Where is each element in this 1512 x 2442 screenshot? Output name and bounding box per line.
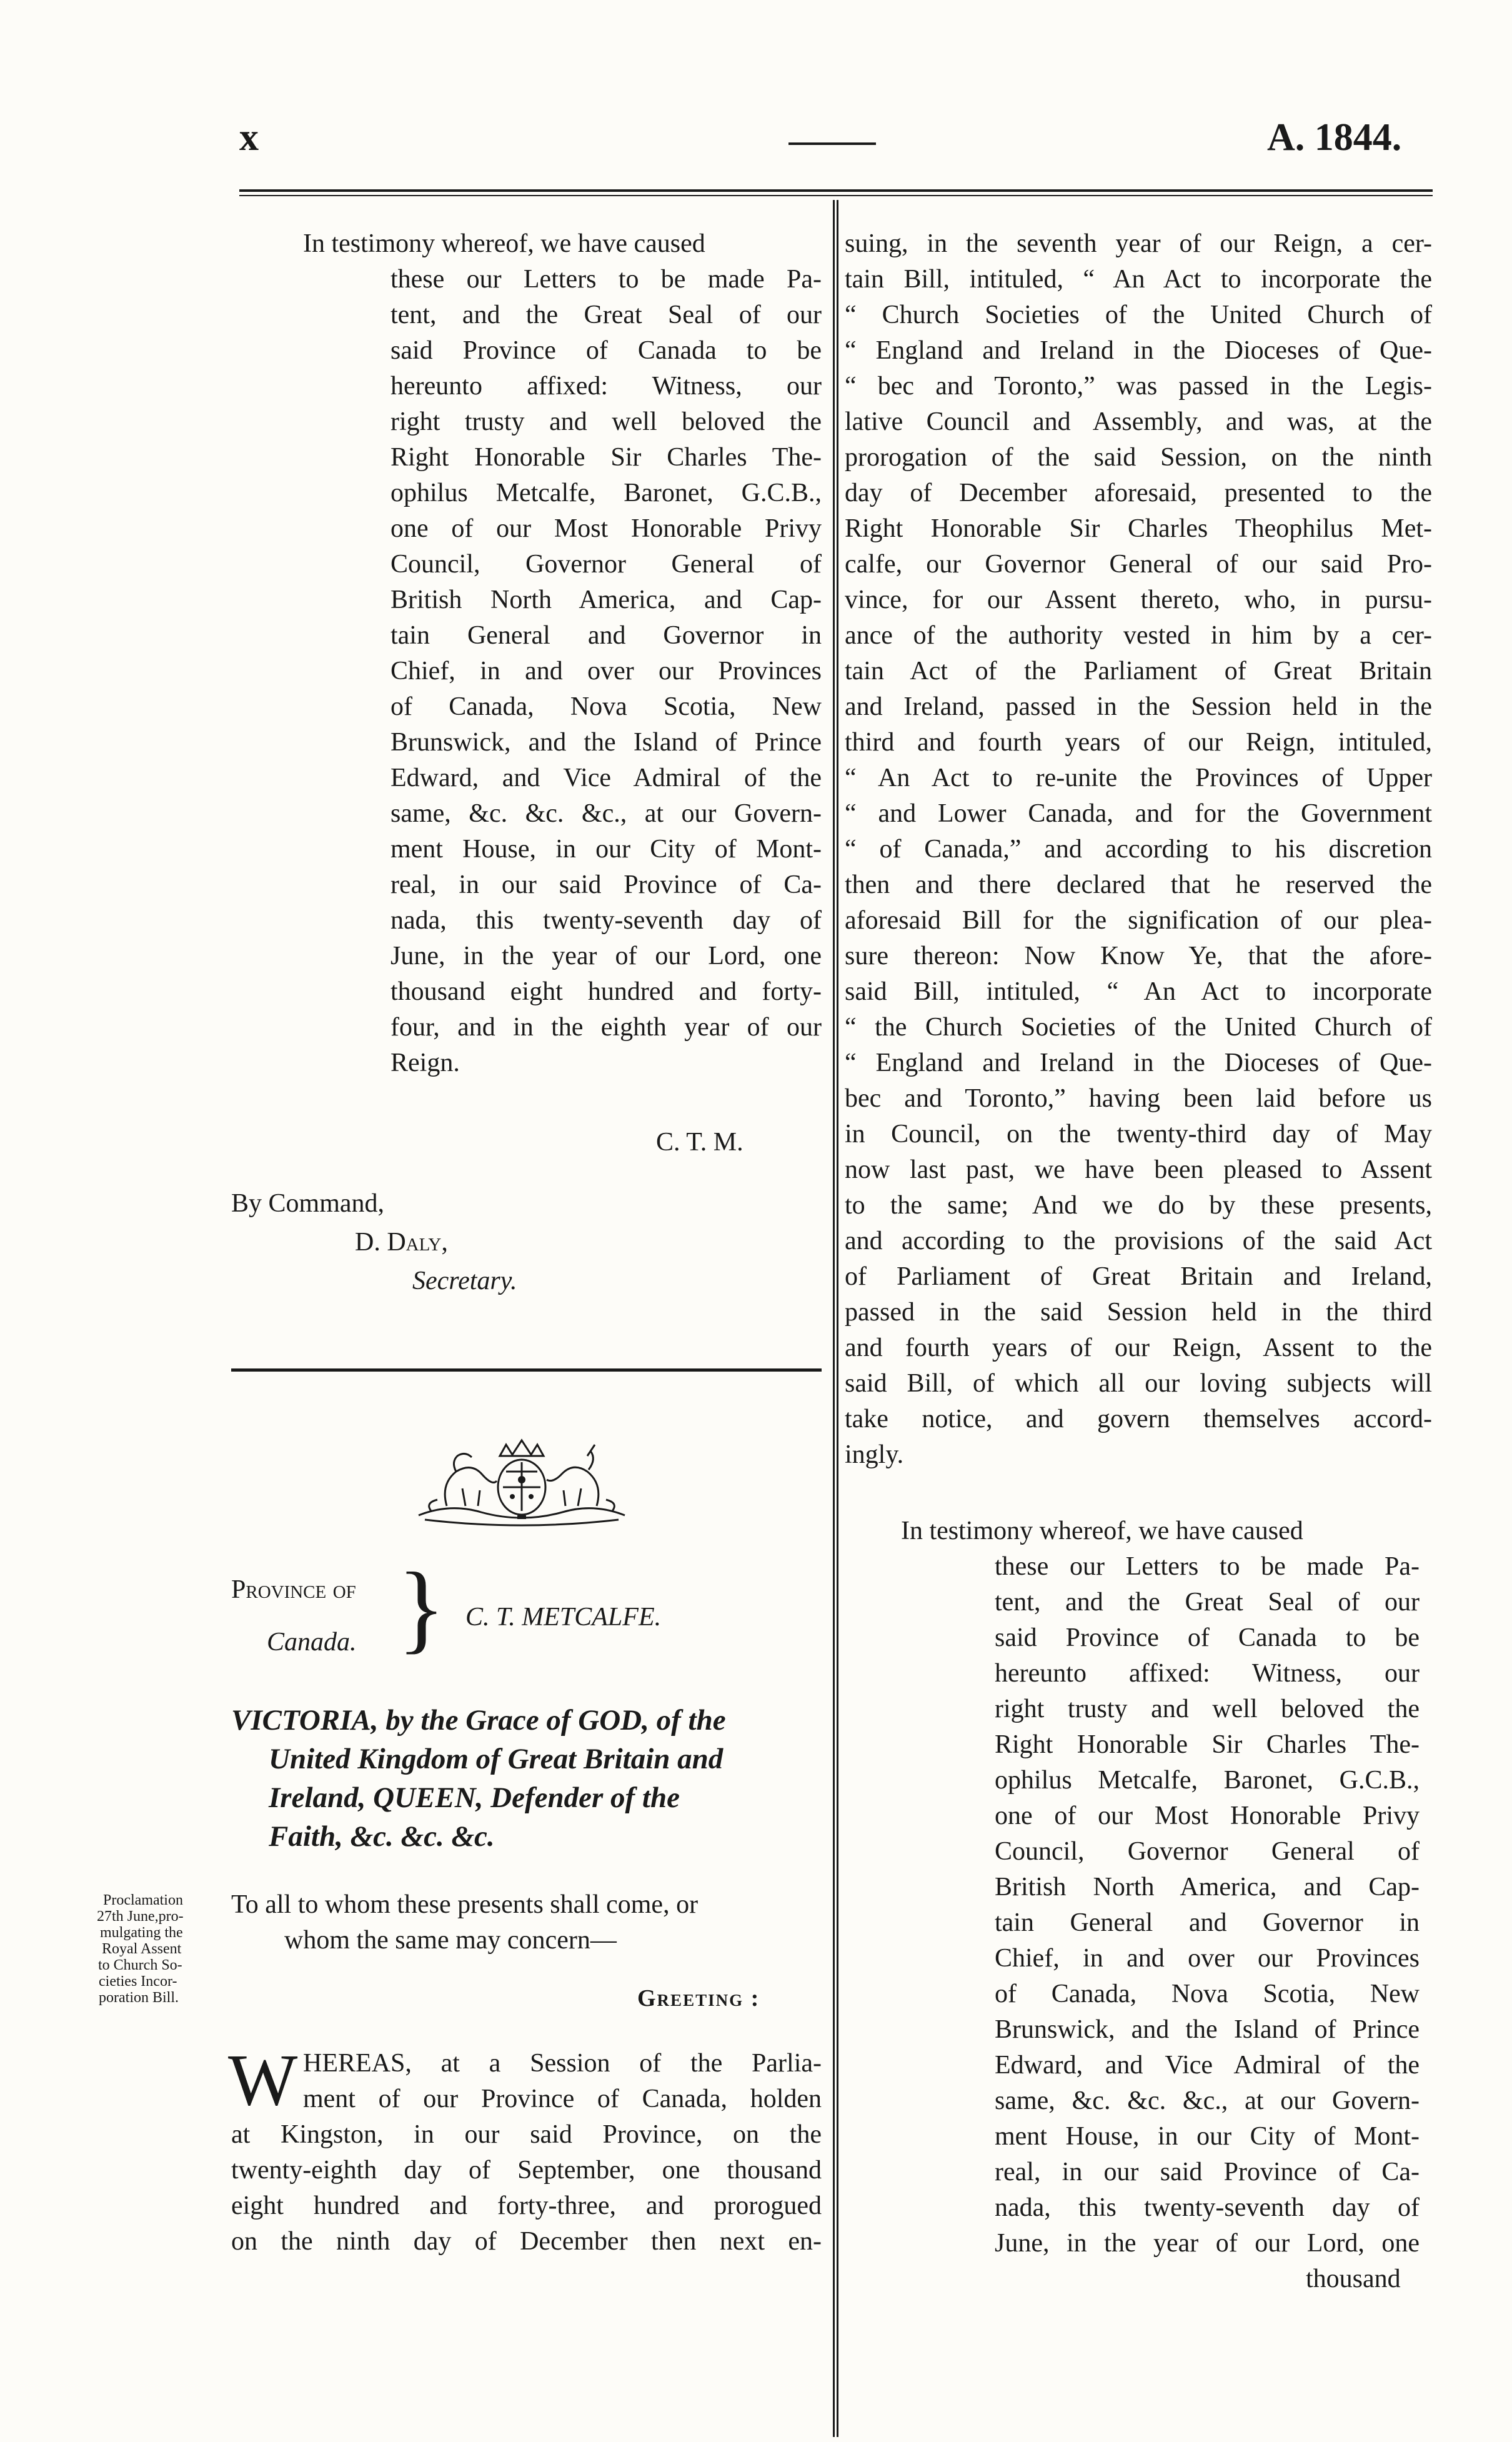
left-testimony-line: real, in our said Province of Ca-	[390, 870, 822, 899]
right-body-line: bec and Toronto,” having been laid before us	[845, 1084, 1432, 1113]
left-testimony-line: these our Letters to be made Pa-	[390, 265, 822, 294]
right-body-line: “ and Lower Canada, and for the Government	[845, 799, 1432, 828]
right-body-line: day of December aforesaid, presented to the	[845, 479, 1432, 507]
royal-style-line: VICTORIA, by the Grace of GOD, of the	[231, 1704, 726, 1737]
right-body-line: and according to the provisions of the said Act	[845, 1227, 1432, 1255]
whereas-line: on the ninth day of December then next en-	[231, 2227, 822, 2256]
margin-note-line: cieties Incor-	[99, 1973, 177, 1990]
left-testimony-line: hereunto affixed: Witness, our	[390, 372, 822, 401]
right-body-line: and Ireland, passed in the Session held in the	[845, 692, 1432, 721]
address-line: To all to whom these presents shall come, or	[231, 1890, 699, 1919]
right-body-line: ance of the authority vested in him by a cer-	[845, 621, 1432, 650]
right-body-line: suing, in the seventh year of our Reign, a cer-	[845, 229, 1432, 258]
right-body-line: “ An Act to re-unite the Provinces of Upper	[845, 764, 1432, 792]
left-testimony-line: June, in the year of our Lord, one	[390, 942, 822, 970]
signatory-name: D. Daly,	[355, 1228, 448, 1257]
margin-note-line: Royal Assent	[102, 1941, 182, 1957]
left-testimony-line: British North America, and Cap-	[390, 586, 822, 614]
right-testimony-line: British North America, and Cap-	[995, 1873, 1420, 1901]
right-body-line: said Bill, of which all our loving subjects will	[845, 1369, 1432, 1398]
header-rule-top	[239, 189, 1433, 192]
left-testimony-line: Chief, in and over our Provinces	[390, 657, 822, 685]
right-testimony-line: thousand	[1306, 2265, 1401, 2293]
right-body-line: passed in the said Session held in the third	[845, 1298, 1432, 1327]
margin-note-line: mulgating the	[100, 1925, 183, 1941]
left-testimony-line: Reign.	[390, 1049, 460, 1077]
greeting: Greeting :	[637, 1985, 760, 2011]
right-body-line: calfe, our Governor General of our said Pro-	[845, 550, 1432, 579]
right-testimony-line: Council, Governor General of	[995, 1837, 1420, 1866]
page-year: A. 1844.	[1267, 116, 1402, 159]
right-testimony-line: hereunto affixed: Witness, our	[995, 1659, 1420, 1688]
right-testimony-line: Chief, in and over our Provinces	[995, 1944, 1420, 1973]
right-body-line: “ the Church Societies of the United Church of	[845, 1013, 1432, 1042]
whereas-line: HEREAS, at a Session of the Parlia-	[303, 2049, 822, 2078]
royal-style-line: Faith, &c. &c. &c.	[269, 1820, 495, 1853]
left-testimony-line: ment House, in our City of Mont-	[390, 835, 822, 864]
right-body-line: aforesaid Bill for the signification of our plea-	[845, 906, 1432, 935]
left-testimony-line: thousand eight hundred and forty-	[390, 977, 822, 1006]
page-number: x	[239, 116, 259, 159]
left-testimony-line: tain General and Governor in	[390, 621, 822, 650]
right-body-line: “ England and Ireland in the Dioceses of Que-	[845, 336, 1432, 365]
left-testimony-line: Right Honorable Sir Charles The-	[390, 443, 822, 472]
right-testimony-line: Edward, and Vice Admiral of the	[995, 2051, 1420, 2080]
right-body-line: take notice, and govern themselves accord-	[845, 1405, 1432, 1433]
right-testimony-line: tain General and Governor in	[995, 1908, 1420, 1937]
left-testimony-line: one of our Most Honorable Privy	[390, 514, 822, 543]
right-body-line: now last past, we have been pleased to Assent	[845, 1155, 1432, 1184]
right-body-line: to the same; And we do by these presents,	[845, 1191, 1432, 1220]
left-testimony-line: Brunswick, and the Island of Prince	[390, 728, 822, 757]
right-testimony-line: real, in our said Province of Ca-	[995, 2158, 1420, 2186]
right-body-line: Right Honorable Sir Charles Theophilus Met-	[845, 514, 1432, 543]
left-testimony-line: In testimony whereof, we have caused	[303, 229, 705, 258]
right-testimony-line: said Province of Canada to be	[995, 1623, 1420, 1652]
column-separator	[833, 200, 838, 2437]
province-of: Province of	[231, 1575, 356, 1604]
right-body-line: “ England and Ireland in the Dioceses of Que-	[845, 1049, 1432, 1077]
brace-icon: }	[397, 1552, 445, 1663]
whereas-line: ment of our Province of Canada, holden	[303, 2085, 822, 2113]
left-testimony-line: right trusty and well beloved the	[390, 407, 822, 436]
right-body-line: in Council, on the twenty-third day of May	[845, 1120, 1432, 1149]
right-body-line: tain Act of the Parliament of Great Britain	[845, 657, 1432, 685]
whereas-line: at Kingston, in our said Province, on the	[231, 2120, 822, 2149]
left-testimony-line: of Canada, Nova Scotia, New	[390, 692, 822, 721]
right-body-line: then and there declared that he reserved the	[845, 870, 1432, 899]
header-dash	[788, 142, 876, 145]
right-body-line: lative Council and Assembly, and was, at the	[845, 407, 1432, 436]
whereas-line: eight hundred and forty-three, and prorogued	[231, 2191, 822, 2220]
right-body-line: said Bill, intituled, “ An Act to incorporate	[845, 977, 1432, 1006]
by-command: By Command,	[231, 1189, 385, 1218]
signatory-title: Secretary.	[412, 1267, 517, 1295]
address-line: whom the same may concern—	[284, 1926, 617, 1955]
section-rule	[231, 1368, 822, 1372]
right-body-line: sure thereon: Now Know Ye, that the afore-	[845, 942, 1432, 970]
right-body-line: prorogation of the said Session, on the ninth	[845, 443, 1432, 472]
right-testimony-line: of Canada, Nova Scotia, New	[995, 1980, 1420, 2008]
right-testimony-line: same, &c. &c. &c., at our Govern-	[995, 2086, 1420, 2115]
right-body-line: “ of Canada,” and according to his discretion	[845, 835, 1432, 864]
left-testimony-line: Edward, and Vice Admiral of the	[390, 764, 822, 792]
right-testimony-line: tent, and the Great Seal of our	[995, 1588, 1420, 1617]
right-testimony-line: Right Honorable Sir Charles The-	[995, 1730, 1420, 1759]
right-body-line: third and fourth years of our Reign, intituled,	[845, 728, 1432, 757]
margin-note-line: poration Bill.	[99, 1990, 179, 2006]
right-body-line: and fourth years of our Reign, Assent to the	[845, 1333, 1432, 1362]
right-body-line: “ Church Societies of the United Church of	[845, 301, 1432, 329]
right-testimony-line: ment House, in our City of Mont-	[995, 2122, 1420, 2151]
right-testimony-line: these our Letters to be made Pa-	[995, 1552, 1420, 1581]
right-body-line: vince, for our Assent thereto, who, in pursu-	[845, 586, 1432, 614]
header-rule-bottom	[239, 195, 1433, 196]
royal-coat-of-arms-icon	[412, 1437, 631, 1528]
margin-note-line: to Church So-	[98, 1957, 182, 1973]
royal-style-line: Ireland, QUEEN, Defender of the	[269, 1782, 680, 1814]
drop-cap: W	[228, 2039, 298, 2121]
left-testimony-line: tent, and the Great Seal of our	[390, 301, 822, 329]
right-testimony-line: ophilus Metcalfe, Baronet, G.C.B.,	[995, 1766, 1420, 1795]
left-testimony-line: ophilus Metcalfe, Baronet, G.C.B.,	[390, 479, 822, 507]
right-body-line: of Parliament of Great Britain and Ireland,	[845, 1262, 1432, 1291]
left-testimony-line: same, &c. &c. &c., at our Govern-	[390, 799, 822, 828]
right-testimony-line: In testimony whereof, we have caused	[901, 1517, 1303, 1545]
province-name: Canada.	[267, 1628, 357, 1657]
left-testimony-line: nada, this twenty-seventh day of	[390, 906, 822, 935]
right-testimony-line: Brunswick, and the Island of Prince	[995, 2015, 1420, 2044]
right-body-line: tain Bill, intituled, “ An Act to incorporate the	[845, 265, 1432, 294]
royal-style-line: United Kingdom of Great Britain and	[269, 1743, 724, 1775]
right-testimony-line: June, in the year of our Lord, one	[995, 2229, 1420, 2258]
right-body-line: “ bec and Toronto,” was passed in the Legis-	[845, 372, 1432, 401]
margin-note-line: Proclamation	[103, 1892, 183, 1908]
signature-initials: C. T. M.	[656, 1128, 744, 1157]
right-body-line: ingly.	[845, 1440, 904, 1469]
left-testimony-line: Council, Governor General of	[390, 550, 822, 579]
right-testimony-line: nada, this twenty-seventh day of	[995, 2193, 1420, 2222]
governor-signature: C. T. METCALFE.	[465, 1603, 662, 1632]
margin-note-line: 27th June,pro-	[97, 1908, 184, 1925]
whereas-line: twenty-eighth day of September, one thousand	[231, 2156, 822, 2185]
right-testimony-line: one of our Most Honorable Privy	[995, 1802, 1420, 1830]
left-testimony-line: four, and in the eighth year of our	[390, 1013, 822, 1042]
right-testimony-line: right trusty and well beloved the	[995, 1695, 1420, 1723]
left-testimony-line: said Province of Canada to be	[390, 336, 822, 365]
